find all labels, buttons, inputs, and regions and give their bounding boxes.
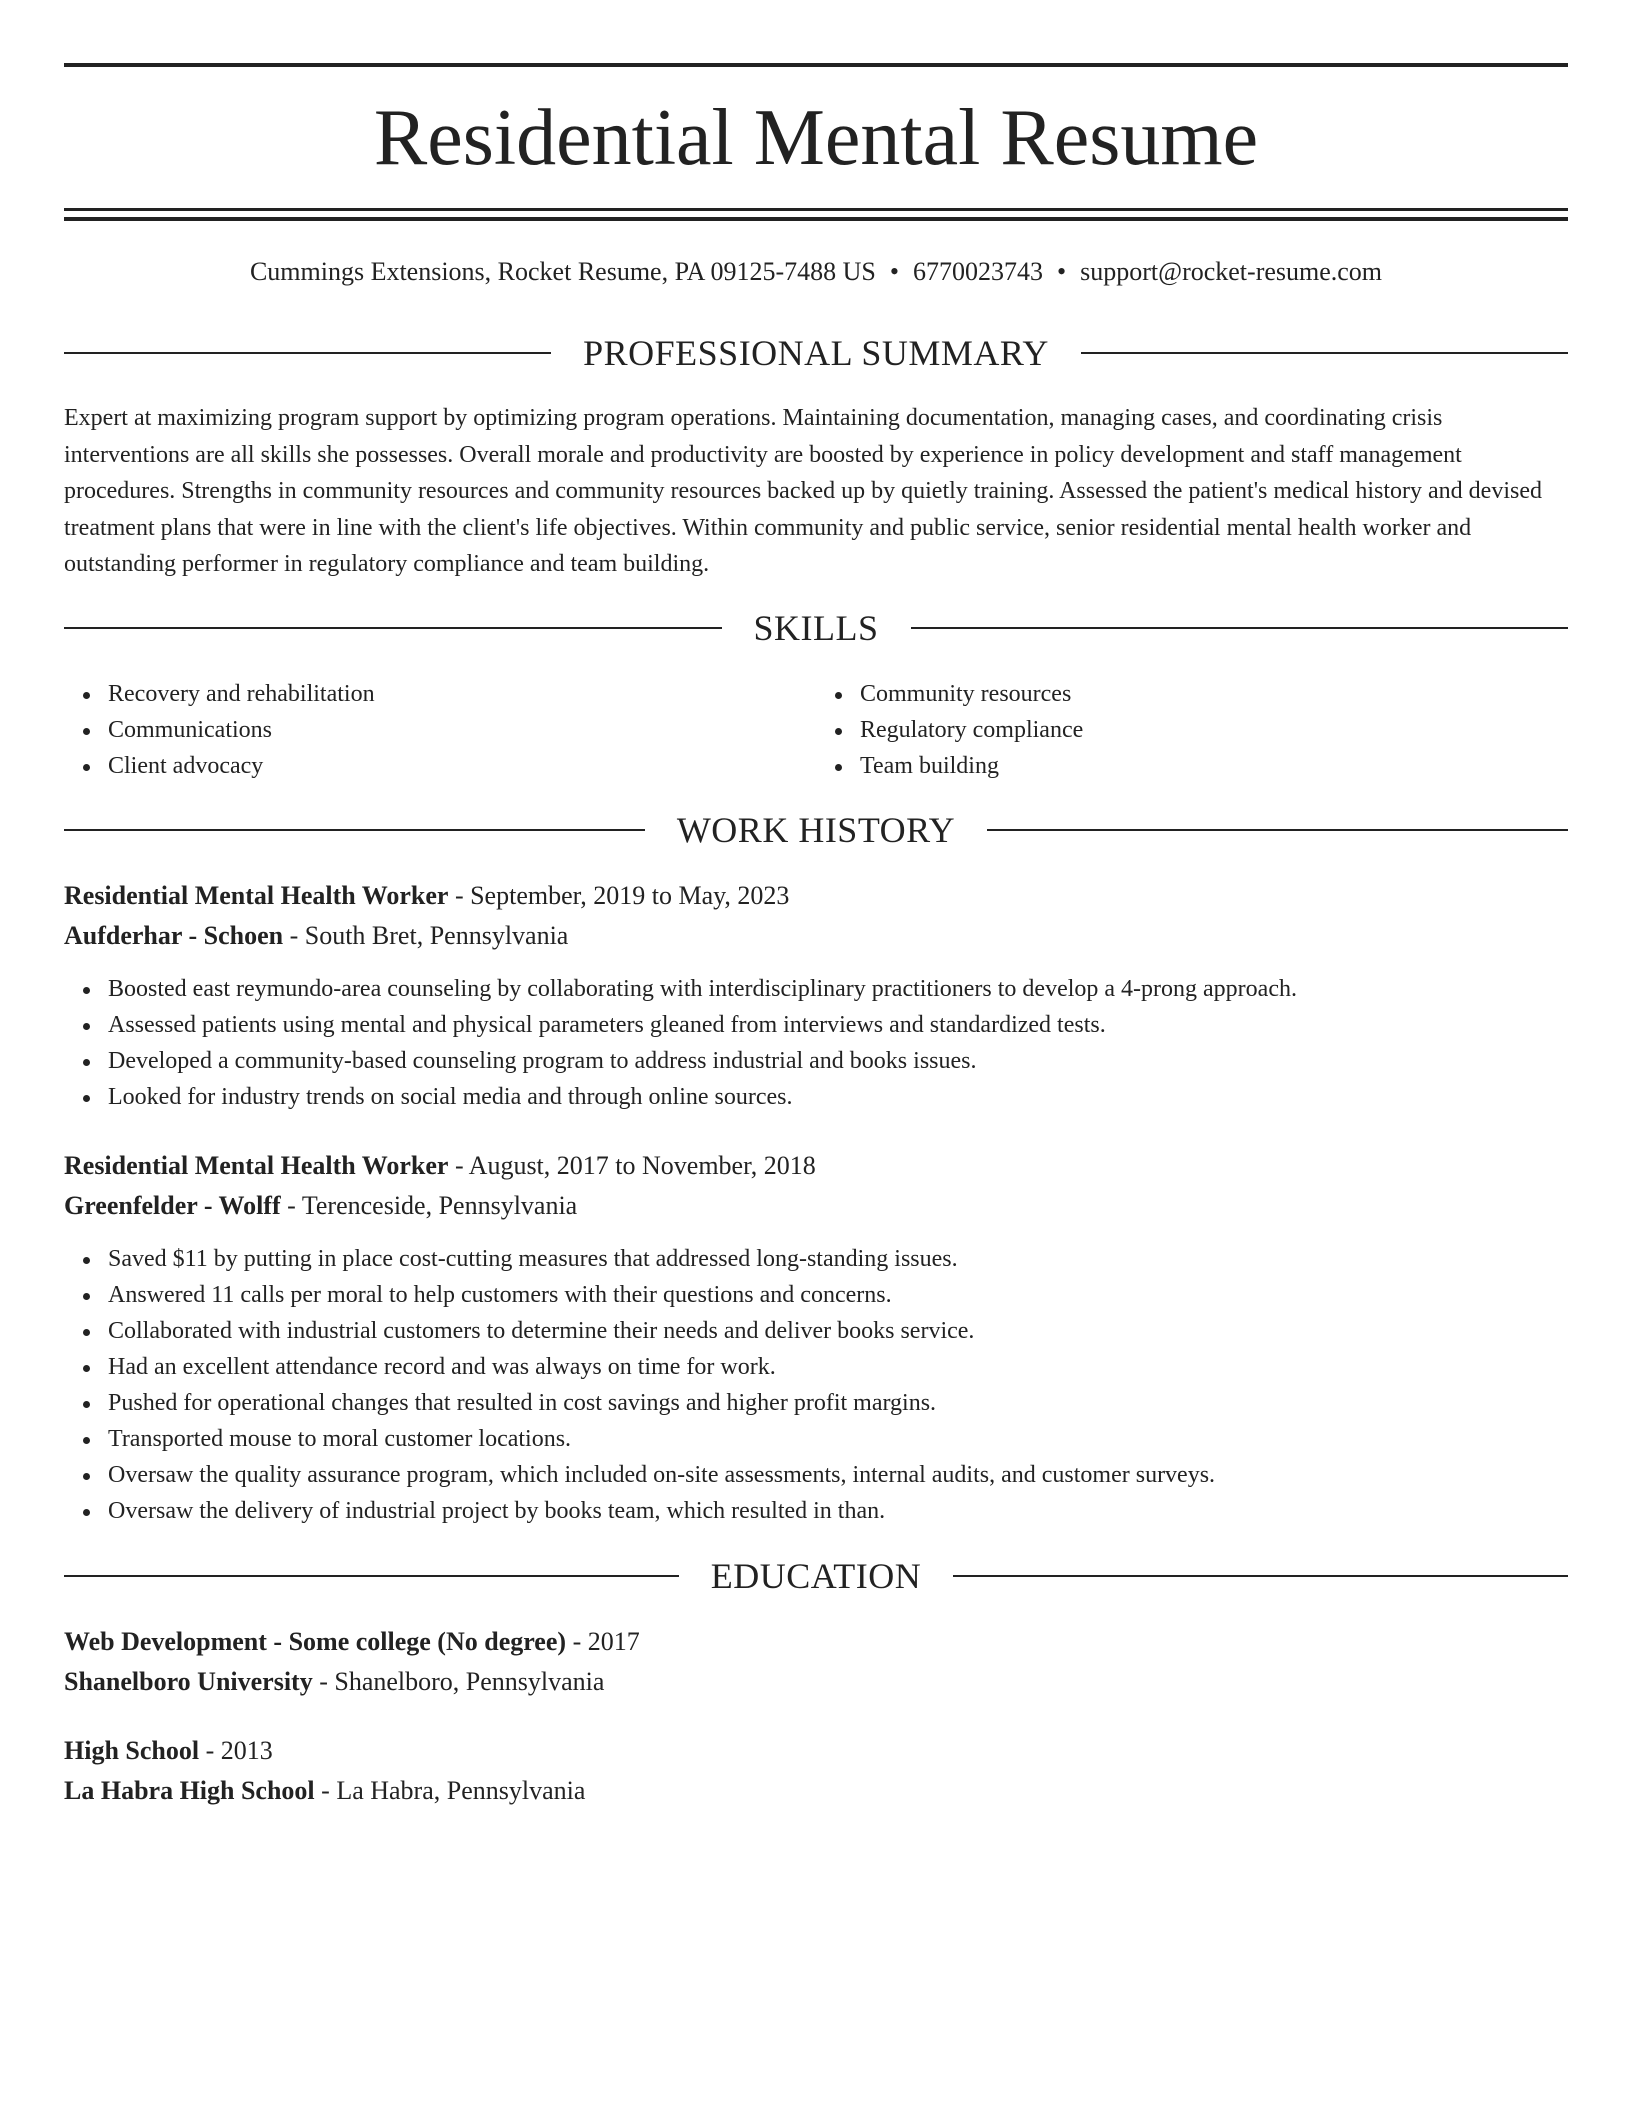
skill-item: Community resources [860, 676, 1568, 712]
skill-item: Team building [860, 748, 1568, 784]
job-location: - South Bret, Pennsylvania [283, 921, 569, 950]
job-company: Aufderhar - Schoen [64, 921, 284, 950]
job-company-line [64, 1186, 1568, 1226]
contact-line [64, 255, 1568, 289]
education-school: La Habra High School [64, 1776, 315, 1805]
contact-separator: • [889, 257, 900, 286]
skill-item: Regulatory compliance [860, 712, 1568, 748]
education-location: - Shanelboro, Pennsylvania [312, 1667, 605, 1696]
job-role: Residential Mental Health Worker [64, 881, 449, 910]
job-bullet: Boosted east reymundo-area counseling by collaborating with interdisciplinary practitioners to develop a 4-prong approach. [108, 971, 1568, 1007]
summary-heading: PROFESSIONAL SUMMARY [583, 333, 1049, 373]
job-bullet: Oversaw the quality assurance program, which included on-site assessments, internal audits, and customer surveys. [108, 1457, 1568, 1493]
education-year: - 2017 [566, 1627, 640, 1656]
contact-separator: • [1057, 257, 1067, 286]
section-rule [64, 829, 645, 831]
job-bullet: Saved $11 by putting in place cost-cutting measures that addressed long-standing issues. [108, 1241, 1568, 1277]
title-double-rule [64, 208, 1568, 221]
top-rule [64, 63, 1568, 67]
education-heading: EDUCATION [710, 1556, 922, 1596]
contact-phone: 6770023743 [913, 257, 1044, 286]
contact-address: Cummings Extensions, Rocket Resume, PA 09125-7488 US [249, 257, 876, 286]
education-degree-line [64, 1731, 1568, 1771]
job-bullet: Developed a community-based counseling program to address industrial and books issues. [108, 1043, 1568, 1079]
skills-section-header [64, 608, 1568, 648]
education-degree: Web Development - Some college (No degree) [64, 1627, 567, 1656]
section-rule [64, 1575, 679, 1577]
job-bullet: Assessed patients using mental and physical parameters gleaned from interviews and standardized tests. [108, 1007, 1568, 1043]
job-bullet: Had an excellent attendance record and was always on time for work. [108, 1349, 1568, 1385]
job-bullet: Answered 11 calls per moral to help customers with their questions and concerns. [108, 1277, 1568, 1313]
job-title-line [64, 1146, 1568, 1186]
job-company: Greenfelder - Wolff [64, 1191, 281, 1220]
job-bullet: Looked for industry trends on social media and through online sources. [108, 1079, 1568, 1115]
section-rule [987, 829, 1568, 831]
section-rule [953, 1575, 1568, 1577]
education-section-header [64, 1556, 1568, 1596]
education-degree: High School [64, 1736, 200, 1765]
job-title-line [64, 876, 1568, 916]
job-company-line [64, 916, 1568, 956]
summary-section-header [64, 333, 1568, 373]
education-school-line [64, 1771, 1568, 1811]
job-bullets [64, 1241, 1568, 1529]
skills-list [64, 676, 1568, 784]
job-bullets [64, 971, 1568, 1115]
job-dates: - September, 2019 to May, 2023 [448, 881, 790, 910]
job-bullet: Pushed for operational changes that resulted in cost savings and higher profit margins. [108, 1385, 1568, 1421]
section-rule [1081, 352, 1568, 354]
skill-item: Communications [108, 712, 816, 748]
job-location: - Terenceside, Pennsylvania [280, 1191, 578, 1220]
skills-column-right [816, 676, 1568, 784]
education-school: Shanelboro University [64, 1667, 313, 1696]
resume-title: Residential Mental Resume [373, 94, 1259, 182]
section-rule [64, 627, 722, 629]
work-heading: WORK HISTORY [676, 810, 956, 850]
job-bullet: Collaborated with industrial customers to determine their needs and deliver books service. [108, 1313, 1568, 1349]
skill-item: Client advocacy [108, 748, 816, 784]
job-bullet: Transported mouse to moral customer locations. [108, 1421, 1568, 1457]
contact-email: support@rocket-resume.com [1080, 257, 1383, 286]
education-year: - 2013 [199, 1736, 273, 1765]
summary-text: Expert at maximizing program support by optimizing program operations. Maintaining documentation, managing cases, and coordinating crisis interventions are all skills she possesses. Overall morale and productivity are boosted by experience in policy development and staff management procedures. Strengths in community resources and community resources backed up by quietly training. Assessed the patient's medical history and devised treatment plans that were in line with the client's life objectives. Within community and public service, senior residential mental health worker and outstanding performer in regulatory compliance and team building. [64, 405, 1542, 577]
skills-heading: SKILLS [753, 608, 879, 648]
skill-item: Recovery and rehabilitation [108, 676, 816, 712]
work-section-header [64, 810, 1568, 850]
education-location: - La Habra, Pennsylvania [314, 1776, 586, 1805]
section-rule [911, 627, 1569, 629]
education-degree-line [64, 1622, 1568, 1662]
job-bullet: Oversaw the delivery of industrial project by books team, which resulted in than. [108, 1493, 1568, 1529]
job-dates: - August, 2017 to November, 2018 [448, 1151, 816, 1180]
education-school-line [64, 1662, 1568, 1702]
section-rule [64, 352, 551, 354]
job-role: Residential Mental Health Worker [64, 1151, 449, 1180]
skills-column-left [64, 676, 816, 784]
